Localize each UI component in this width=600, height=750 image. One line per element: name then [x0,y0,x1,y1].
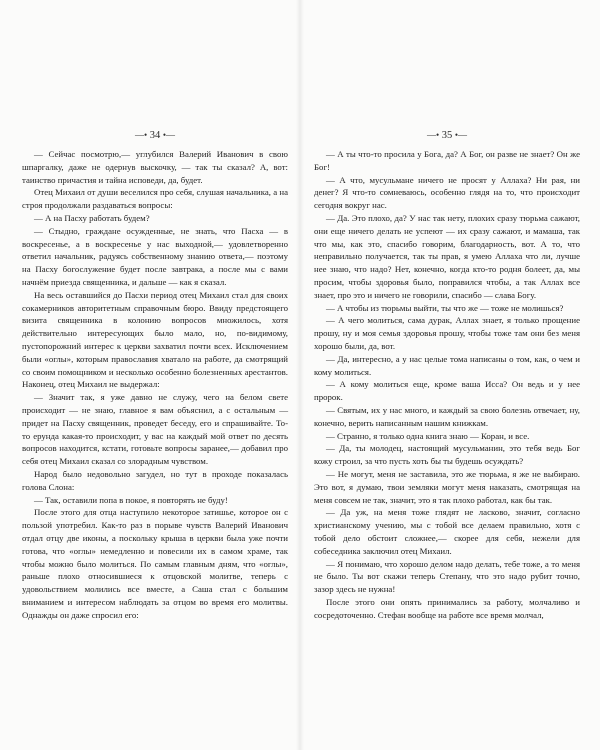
paragraph: — Святым, их у нас много, и каждый за свою болезнь отвечает, ну, конечно, верить написанным нашим книжкам. [314,404,580,428]
folio-ornament-icon: —• [134,130,148,140]
right-page-text [314,148,580,621]
paragraph: — Да, ты молодец, настоящий мусульманин, это тебя ведь Бог кожу строил, за что пусть хоть бы ты будешь осуждать? [314,443,580,467]
right-page [314,128,580,621]
paragraph: После этого для отца наступило некоторое затишье, которое он с пользой употребил. Как-то раз в порыве чувств Валерий Иванович отдал отцу две иконы, а поскольку крыша в церкви была уже почти готова, что «оглы» немедленно и повесили их в самом храме, так чтобы можно было молиться. По самым главным дням, что «оглы», раньше плохо относившиеся к отцовской молитве, теперь с удовольствием молились все вместе, а Саша стал с большим вниманием и интересом наблюдать за отцом во время его молитвы. Однажды он даже спросил его: [22,507,288,620]
paragraph: — А кому молиться еще, кроме ваша Исса? Он ведь и у нее пророк. [314,379,580,403]
book-gutter [296,0,304,750]
folio-ornament-icon: •— [454,130,468,140]
paragraph: — Значит так, я уже давно не служу, чего на белом свете происходит — не знаю, главное я вам объяснил, а с остальным — придет на Пасху священник, проведет беседу, его и спрашивайте. То-то ерунда какая-то происходит, у вас на каждый мой ответ по десять вопросов находится, кстати, готовьте вопросы заранее,— добавил про себя отец Михаил сказал со злорадным чувством. [22,392,288,467]
paragraph: На весь оставшийся до Пасхи период отец Михаил стал для своих сокамерников авторитетным справочным бюро. Ввиду предстоящего визита священника в колонию вопросов множилось, хотя действительно интересующих было мало, но, по-видимому, пустопорожний интерес к церкви захватил почти всех. Исключением были «оглы», которым православия хватало на работе, да смотрящий со своим помощником и несколько особенно болезненных арестантов. Наконец, отец Михаил не выдержал: [22,289,288,390]
paragraph: — Так, оставили попа в покое, я повторять не буду! [34,494,228,505]
paragraph: — А ты что-то просила у Бога, да? А Бог, он разве не знает? Он же Бог! [314,149,580,172]
paragraph: — А чтобы из тюрьмы выйти, ты что же — тоже не молишься? [326,302,564,313]
right-page-number [314,128,580,142]
left-page-number-text: 34 [149,130,161,141]
paragraph: — Да. Это плохо, да? У нас так нету, плохих сразу тюрьма сажают, они еще ничего делать не успеют — их сразу сажают, и мамаша, так что мы, как это, спасибо говорим, благодарность, вот. А то, что неправильно получается, так ты прав, я умею Аллаха что ли, лучше нее знаю, что надо? Нет, конечно, когда кто-то родня болеет, да, мы просим, чтобы здоровья было, поправился чтобы, а так Аллах все знает, про это и ничего не говорили, спасибо — слава Богу. [314,212,580,300]
paragraph: — Сейчас посмотрю,— углубился Валерий Иванович в свою шпаргалку, даже не одернув выскочку, — так ты сказал? А, вот: таинство причастия и тайна исповеди, да, будет. [22,149,288,185]
paragraph: Народ было недовольно загудел, но тут в проходе показалась голова Слона: [22,468,288,492]
left-page-text [22,148,288,621]
right-page-number-text: 35 [441,130,453,141]
paragraph: После этого они опять принимались за работу, молчаливо и сосредоточенно. Стефан вообще на работе все время молчал, [314,596,580,620]
left-page-number [22,128,288,142]
paragraph: — Да уж, на меня тоже глядят не ласково, значит, согласно христианскому учению, мы с тобой все делаем правильно, хотя с тобой дело обстоит сложнее,— скорее для себя, нежели для собеседника заключил отец Михаил. [314,507,580,556]
folio-ornament-icon: —• [426,130,440,140]
paragraph: — Да, интересно, а у нас целые тома написаны о том, как, о чем и кому молиться. [314,353,580,377]
paragraph: — Я понимаю, что хорошо делом надо делать, тебе тоже, а то меня не было. Ты вот скажи теперь Степану, что это надо рубит точно, зазор здесь не нужна! [314,558,580,595]
paragraph: — Странно, я только одна книга знаю — Коран, и все. [326,430,530,441]
paragraph: — Не могут, меня не заставила, это же тюрьма, я же не выбираю. Это вот, я думаю, твои земляки могут меня наказать, смотрящая на меня совсем не так, значит, это я так плохо работал, как бы так. [314,468,580,505]
paragraph: — А что, мусульмане ничего не просят у Аллаха? Ни рая, ни денег? Я что-то сомневаюсь, особенно глядя на то, что происходит сегодня вокруг нас. [314,174,580,211]
paragraph: — А чего молиться, сама дурак, Аллах знает, я только прощение прошу, ну и моя семья здоровья прошу, чтобы тоже там они без меня хорошо были, да, вот. [314,315,580,351]
paragraph: Отец Михаил от души веселился про себя, слушая начальника, а на строя продолжали раздаваться вопросы: [22,187,288,211]
paragraph: — Стыдно, граждане осужденные, не знать, что Пасха — в воскресенье, а в воскресенье у нас выходной,— удовлетворенно ответил начальник, радуясь собственному знанию ответа,— поэтому на Пасху богослужение будет после завтрака, а после мы с вами начнём приезда священника, и дальше — как я сказал. [22,225,288,287]
left-page [22,128,288,621]
paragraph: — А на Пасху работать будем? [34,212,150,223]
folio-ornament-icon: •— [162,130,176,140]
